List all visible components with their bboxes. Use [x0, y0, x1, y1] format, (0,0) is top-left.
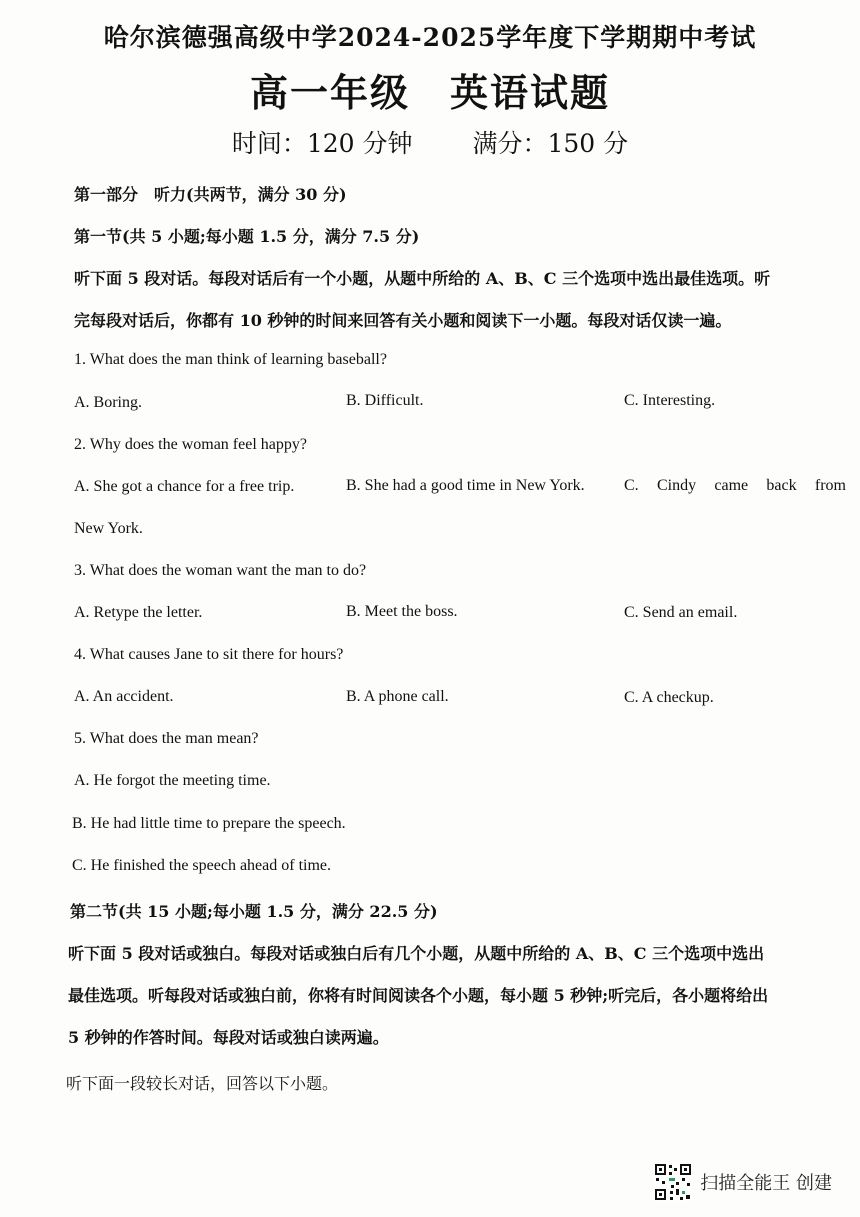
section1-instruction-line: 听下面 5 段对话。每段对话后有一个小题，从题中所给的 A、B、C 三个选项中选出最佳选项。听	[74, 269, 771, 288]
section2-instruction-line: 听下面 5 段对话或独白。每段对话或独白后有几个小题，从题中所给的 A、B、C 三个选项中选出	[68, 944, 765, 963]
listening-prompt: 听下面一段较长对话，回答以下小题。	[66, 1074, 339, 1093]
option-c-word: C.	[624, 477, 639, 494]
option-a: A. An accident.	[74, 688, 174, 705]
option-c: C. He finished the speech ahead of time.	[72, 857, 332, 874]
option-c-continuation: New York.	[74, 520, 143, 537]
question-stem: 3. What does the woman want the man to do?	[74, 562, 367, 579]
question-stem: 5. What does the man mean?	[74, 730, 259, 747]
section2-instruction-line: 最佳选项。听每段对话或独白前，你将有时间阅读各个小题，每小题 5 秒钟;听完后，各小题将给出	[68, 986, 769, 1005]
question-stem: 1. What does the man think of learning baseball?	[74, 351, 387, 368]
option-c-word: from	[814, 477, 846, 494]
section2-heading: 第二节(共 15 小题;每小题 1.5 分，满分 22.5 分)	[70, 902, 438, 921]
scanner-watermark	[654, 1163, 832, 1201]
exam-title	[0, 62, 860, 117]
option-b: B. Difficult.	[346, 392, 424, 409]
option-a: A. She got a chance for a free trip.	[74, 478, 295, 495]
question-stem: 2. Why does the woman feel happy?	[74, 436, 307, 453]
option-c: C. Send an email.	[624, 604, 738, 621]
option-c-word: back	[766, 477, 797, 494]
option-c: C. A checkup.	[624, 689, 714, 706]
scanner-label: 扫描全能王 创建	[700, 1173, 832, 1194]
option-a: A. Boring.	[74, 394, 142, 411]
qr-code-icon	[654, 1163, 692, 1201]
option-c: C. Interesting.	[624, 392, 716, 409]
option-b: B. She had a good time in New York.	[346, 477, 585, 494]
option-c	[624, 477, 846, 495]
grade-label: 高一年级	[249, 70, 410, 115]
time-label: 时间：120 分钟	[231, 129, 413, 158]
exam-time-score	[0, 124, 860, 160]
option-a: A. He forgot the meeting time.	[74, 772, 271, 789]
school-exam-title: 哈尔滨德强高级中学2024-2025学年度下学期期中考试	[103, 23, 757, 52]
section2-instruction-line: 5 秒钟的作答时间。每段对话或独白读两遍。	[68, 1028, 389, 1047]
option-a: A. Retype the letter.	[74, 604, 203, 621]
subject-label: 英语试题	[450, 70, 611, 115]
section1-instruction-line: 完每段对话后，你都有 10 秒钟的时间来回答有关小题和阅读下一小题。每段对话仅读一遍。	[74, 311, 732, 330]
option-c-word: came	[714, 477, 749, 494]
option-c-word: Cindy	[656, 477, 697, 494]
score-label: 满分：150 分	[472, 129, 629, 158]
option-b: B. He had little time to prepare the speech.	[72, 815, 346, 832]
section1-heading: 第一节(共 5 小题;每小题 1.5 分，满分 7.5 分)	[74, 227, 420, 246]
option-b: B. A phone call.	[346, 688, 449, 705]
part1-heading: 第一部分 听力(共两节，满分 30 分)	[74, 185, 347, 204]
question-stem: 4. What causes Jane to sit there for hours?	[74, 646, 344, 663]
option-b: B. Meet the boss.	[346, 603, 458, 620]
